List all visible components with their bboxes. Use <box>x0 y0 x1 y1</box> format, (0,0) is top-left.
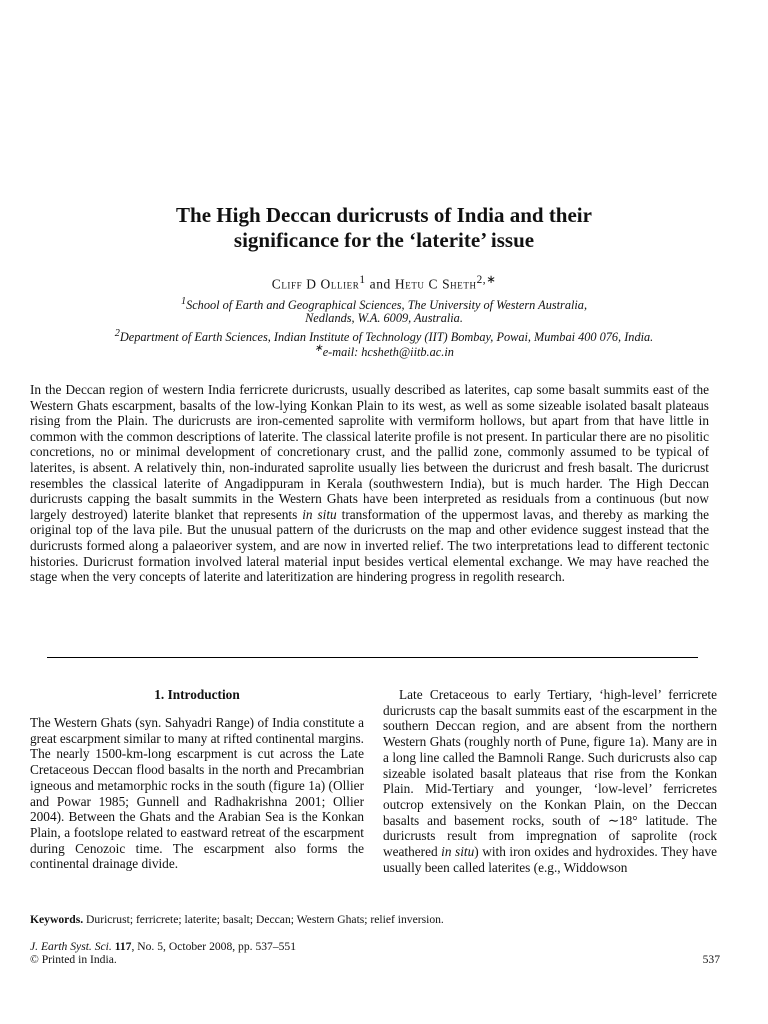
journal-volume: 117 <box>114 940 132 953</box>
affiliation-1-text: School of Earth and Geographical Sciences, The University of Western Australia, <box>186 298 588 313</box>
section-heading-introduction: 1. Introduction <box>154 687 240 702</box>
author-1-name: Cliff D Ollier <box>271 276 360 292</box>
abstract-text-2: transformation of the uppermost lavas, and thereby as marking the original top of the lava pile. But the unusual pattern of the duricrusts on the map and other evidence suggest instead that the duricrusts formed along a palaeoriver system, and are now in inverted relief. The two interpretations lead to different tectonic histories. Duricrust formation involved lateral material input besides vertical elemental exchange. We may have reached the stage when the very concepts of laterite and lateritization are hindering progress in regolith research. <box>30 506 709 585</box>
page-number: 537 <box>702 953 720 966</box>
abstract-emphasis: in situ <box>302 506 337 522</box>
author-2-name: Hetu C Sheth <box>394 276 477 292</box>
author-2-affil-marker: 2,∗ <box>476 274 497 286</box>
affiliation-1-marker: 1 <box>180 296 187 307</box>
author-list <box>60 273 708 293</box>
corresponding-email <box>20 342 748 359</box>
intro-paragraph-right <box>383 687 717 875</box>
intro-paragraph-left: The Western Ghats (syn. Sahyadri Range) of India constitute a great escarpment similar to many at rifted continental margins. The nearly 1500-km-long escarpment is cut across the Late Cretaceous Deccan flood basalts in the north and Precambrian igneous and metamorphic rocks in the south (figure 1a) (Ollier and Powar 1985; Gunnell and Radhakrishna 2001; Ollier 2004). Between the Ghats and the Arabian Sea is the Konkan Plain, a footslope related to eastward retreat of the escarpment during Cenozoic time. The escarpment also forms the continental drainage divide. <box>30 715 364 872</box>
keywords-text: Duricrust; ferricrete; laterite; basalt; Deccan; Western Ghats; relief inversion. <box>83 913 444 926</box>
email-text: e-mail: hcsheth@iitb.ac.in <box>322 345 454 360</box>
affiliation-1-address: Nedlands, W.A. 6009, Australia. <box>305 311 463 325</box>
author-conjunction: and <box>365 276 395 292</box>
printed-notice: © Printed in India. <box>30 953 117 966</box>
abstract-divider <box>47 657 698 658</box>
keywords-label: Keywords. <box>30 913 84 926</box>
journal-citation <box>30 940 430 966</box>
abstract-text-1: In the Deccan region of western India ferricrete duricrusts, usually described as laterites, cap some basalt summits east of the Western Ghats escarpment, basalts of the low-lying Konkan Plain to its west, as well as some sizeable isolated basalt plateaus rising from the Plain. The duricrusts are iron-cemented saprolite with vermiform hollows, but apart from that have little in common with the common descriptions of laterite. The classical laterite profile is not present. In particular there are no pisolitic concretions, no or minimal development of concretionary crust, and the pallid zone, commonly assumed to be typical of laterites, is absent. A relatively thin, non-indurated saprolite usually lies between the duricrust and fresh basalt. The duricrust resembles the classical laterite of Angadippuram in Kerala (southwestern India), but is much harder. The High Deccan duricrusts capping the basalt summits in the Western Ghats have been interpreted as residuals from a continuous (but now largely destroyed) laterite blanket that represents <box>30 382 709 522</box>
intro-right-text-1: Late Cretaceous to early Tertiary, ‘high-level’ ferricrete duricrusts cap the basalt summits east of the escarpment in the southern Deccan region, and are absent from the northern Western Ghats (roughly north of Pune, figure 1a). Many are in a long line called the Bamnoli Range. Such duricrusts also cap sizeable isolated basalt plateaus that rise from the Konkan Plain. Mid-Tertiary and younger, ‘low-level’ ferricretes outcrop extensively on the Konkan Plain, on the Deccan basalts and basement rocks, south of ∼18° latitude. The duricrusts result from impregnation of saprolite (rock weathered <box>383 687 717 860</box>
title-line-1: The High Deccan duricrusts of India and their <box>176 203 592 227</box>
affiliation-1-line-2 <box>20 311 748 325</box>
author-1-affil-marker: 1 <box>359 274 366 286</box>
affiliation-2-text: Department of Earth Sciences, Indian Institute of Technology (IIT) Bombay, Powai, Mumbai 400 076, India. <box>119 330 654 345</box>
journal-issue-pages: , No. 5, October 2008, pp. 537–551 <box>131 940 297 953</box>
journal-name: J. Earth Syst. Sci. <box>30 940 112 953</box>
affiliation-1-line-1 <box>20 295 748 312</box>
right-column <box>383 687 717 875</box>
paper-title <box>60 203 708 253</box>
abstract <box>30 382 709 585</box>
intro-right-text-2: ) with iron oxides and hydroxides. They have usually been called laterites (e.g., Widdowson <box>383 844 718 875</box>
keywords <box>30 913 730 926</box>
intro-right-emphasis: in situ <box>441 844 475 860</box>
title-line-2: significance for the ‘laterite’ issue <box>233 228 535 252</box>
affiliation-2-marker: 2 <box>114 328 120 339</box>
left-column <box>30 687 364 872</box>
email-marker: ∗ <box>314 343 323 354</box>
